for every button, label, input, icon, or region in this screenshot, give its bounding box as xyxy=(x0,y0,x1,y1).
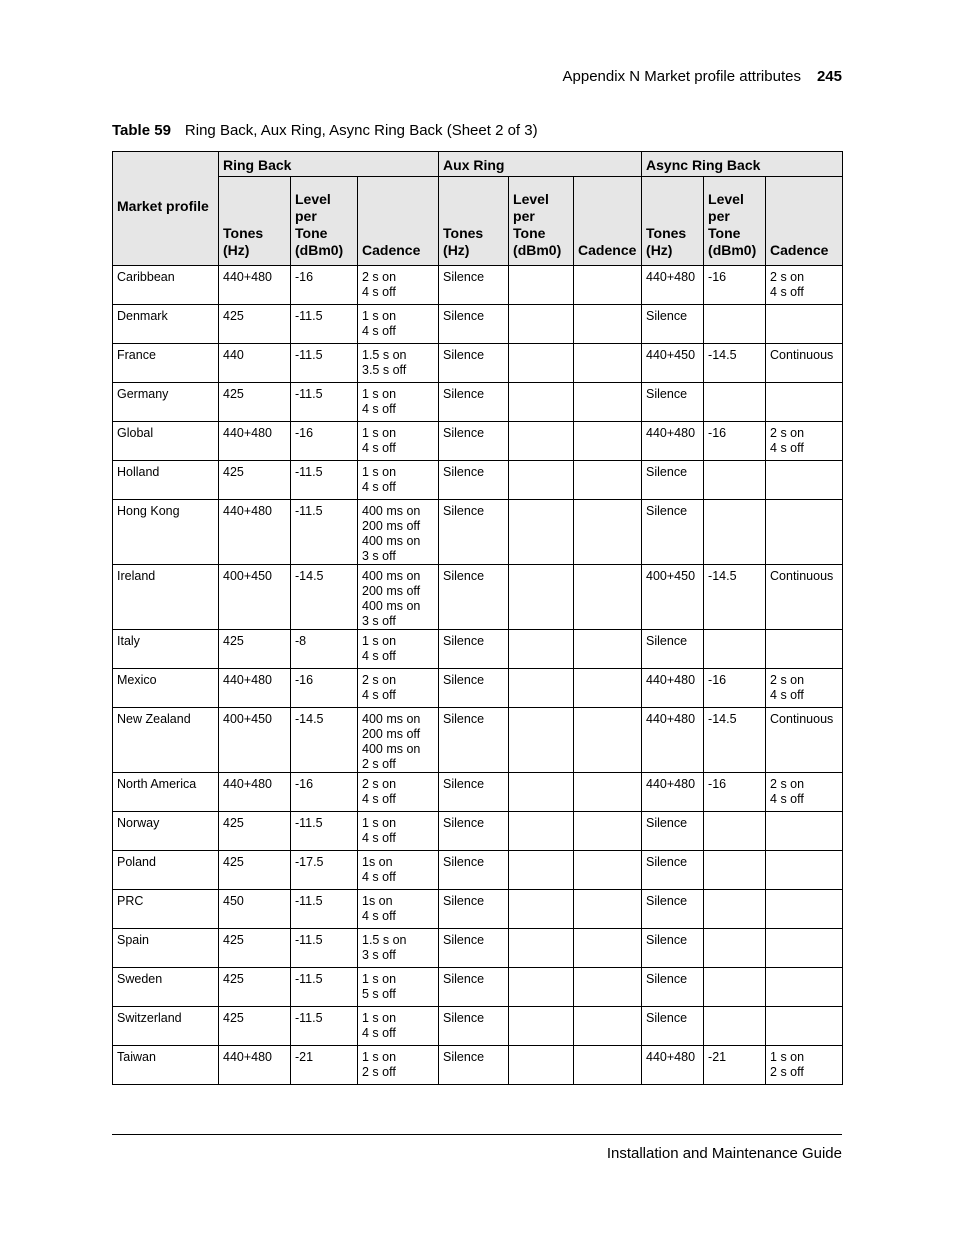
cell-ab-cadence xyxy=(766,565,843,630)
cell-ar-level xyxy=(509,669,574,708)
cell-ar-cadence xyxy=(574,773,642,812)
cell-ab-level xyxy=(704,1007,766,1046)
cell-ar-cadence xyxy=(574,422,642,461)
cell-ar-level xyxy=(509,812,574,851)
cell-ar-cadence xyxy=(574,565,642,630)
cadence-text: Continuous xyxy=(770,348,834,362)
cell-rb-level: -11.5 xyxy=(291,812,358,851)
table-row xyxy=(113,630,843,669)
cadence-text: 1.5 s on 3 s off xyxy=(362,933,407,962)
cell-ab-tones: 440+480 xyxy=(642,266,704,305)
cell-ab-cadence xyxy=(766,266,843,305)
cadence-text: 400 ms on 200 ms off 400 ms on 3 s off xyxy=(362,569,421,628)
cell-ar-tones: Silence xyxy=(439,630,509,669)
cell-ar-cadence xyxy=(574,708,642,773)
cell-rb-tones: 400+450 xyxy=(219,708,291,773)
cell-rb-level: -11.5 xyxy=(291,344,358,383)
cell-market: Caribbean xyxy=(113,266,219,305)
cell-ab-cadence xyxy=(766,1007,843,1046)
cell-rb-cadence xyxy=(358,422,439,461)
header-ab-level: Level per Tone (dBm0) xyxy=(704,177,766,266)
cell-rb-cadence xyxy=(358,630,439,669)
table-row xyxy=(113,383,843,422)
cell-ar-tones: Silence xyxy=(439,851,509,890)
cell-ar-cadence xyxy=(574,929,642,968)
cell-rb-level: -11.5 xyxy=(291,383,358,422)
cadence-text: 1 s on 4 s off xyxy=(362,1011,397,1040)
cadence-text: 400 ms on 200 ms off 400 ms on 2 s off xyxy=(362,712,421,771)
cell-ar-level xyxy=(509,773,574,812)
cadence-text: 1.5 s on 3.5 s off xyxy=(362,348,407,377)
cell-ar-cadence xyxy=(574,383,642,422)
sub-header-row xyxy=(113,177,843,266)
cell-rb-tones: 425 xyxy=(219,812,291,851)
cell-rb-cadence xyxy=(358,708,439,773)
cell-rb-level: -14.5 xyxy=(291,708,358,773)
cell-ar-level xyxy=(509,1046,574,1085)
table-row xyxy=(113,305,843,344)
cell-ar-level xyxy=(509,1007,574,1046)
cell-ab-level xyxy=(704,968,766,1007)
cell-rb-level: -11.5 xyxy=(291,500,358,565)
cell-market: France xyxy=(113,344,219,383)
cell-market: North America xyxy=(113,773,219,812)
table-row xyxy=(113,565,843,630)
cell-market: Sweden xyxy=(113,968,219,1007)
cell-rb-tones: 425 xyxy=(219,1007,291,1046)
cell-ar-cadence xyxy=(574,500,642,565)
table-row xyxy=(113,422,843,461)
cell-market: Switzerland xyxy=(113,1007,219,1046)
cell-market: Norway xyxy=(113,812,219,851)
cell-ar-tones: Silence xyxy=(439,422,509,461)
cell-rb-level: -21 xyxy=(291,1046,358,1085)
cell-ab-cadence xyxy=(766,929,843,968)
table-body xyxy=(113,266,843,1085)
cell-ab-cadence xyxy=(766,773,843,812)
cadence-text: 1 s on 2 s off xyxy=(770,1050,805,1079)
cell-ar-tones: Silence xyxy=(439,305,509,344)
cadence-text: 1 s on 4 s off xyxy=(362,465,397,494)
cadence-text: 2 s on 4 s off xyxy=(362,673,397,702)
table-row xyxy=(113,344,843,383)
cell-market: Hong Kong xyxy=(113,500,219,565)
cell-rb-cadence xyxy=(358,968,439,1007)
cell-ab-level xyxy=(704,929,766,968)
cell-ab-level: -14.5 xyxy=(704,565,766,630)
cell-ab-level: -16 xyxy=(704,669,766,708)
table-row xyxy=(113,1007,843,1046)
table-row xyxy=(113,773,843,812)
cell-ab-cadence xyxy=(766,708,843,773)
cell-ab-tones: 440+450 xyxy=(642,344,704,383)
cell-rb-cadence xyxy=(358,344,439,383)
cell-ar-level xyxy=(509,344,574,383)
table-caption xyxy=(112,122,538,139)
cadence-text: 1 s on 4 s off xyxy=(362,816,397,845)
cell-ab-tones: 440+480 xyxy=(642,669,704,708)
cell-ar-tones: Silence xyxy=(439,383,509,422)
cell-ar-cadence xyxy=(574,812,642,851)
cell-market: Taiwan xyxy=(113,1046,219,1085)
cadence-text: 1 s on 2 s off xyxy=(362,1050,397,1079)
cell-ab-level: -16 xyxy=(704,422,766,461)
header-rb-cadence: Cadence xyxy=(358,177,439,266)
cell-ab-tones: 440+480 xyxy=(642,422,704,461)
cell-rb-level: -17.5 xyxy=(291,851,358,890)
cell-ab-level: -16 xyxy=(704,266,766,305)
table-row xyxy=(113,851,843,890)
cell-ar-cadence xyxy=(574,344,642,383)
cell-rb-tones: 425 xyxy=(219,929,291,968)
header-rb-level: Level per Tone (dBm0) xyxy=(291,177,358,266)
ring-back-table xyxy=(112,151,843,1085)
cell-ab-level xyxy=(704,461,766,500)
cell-rb-level: -11.5 xyxy=(291,305,358,344)
table-row xyxy=(113,500,843,565)
cell-ar-cadence xyxy=(574,461,642,500)
cell-rb-tones: 440+480 xyxy=(219,266,291,305)
cell-rb-level: -16 xyxy=(291,422,358,461)
footer-guide-title: Installation and Maintenance Guide xyxy=(606,1145,842,1162)
cell-ar-level xyxy=(509,929,574,968)
cell-ar-tones: Silence xyxy=(439,669,509,708)
cell-ab-tones: Silence xyxy=(642,383,704,422)
cell-ar-tones: Silence xyxy=(439,812,509,851)
cell-rb-level: -11.5 xyxy=(291,929,358,968)
cell-market: Holland xyxy=(113,461,219,500)
cell-rb-cadence xyxy=(358,929,439,968)
cell-ab-tones: 440+480 xyxy=(642,773,704,812)
cell-ar-tones: Silence xyxy=(439,968,509,1007)
cell-ar-cadence xyxy=(574,968,642,1007)
cell-rb-level: -8 xyxy=(291,630,358,669)
cell-ab-cadence xyxy=(766,1046,843,1085)
cell-ab-cadence xyxy=(766,968,843,1007)
cell-ab-level xyxy=(704,812,766,851)
cell-ab-level xyxy=(704,383,766,422)
cell-rb-tones: 425 xyxy=(219,968,291,1007)
footer-divider xyxy=(112,1134,842,1135)
header-ring-back: Ring Back xyxy=(219,152,439,177)
group-header-row xyxy=(113,152,843,177)
cell-ar-tones: Silence xyxy=(439,500,509,565)
cell-ar-level xyxy=(509,305,574,344)
cell-ab-tones: Silence xyxy=(642,851,704,890)
cell-rb-cadence xyxy=(358,812,439,851)
cell-ab-tones: Silence xyxy=(642,812,704,851)
cell-ab-cadence xyxy=(766,383,843,422)
cell-ar-cadence xyxy=(574,669,642,708)
cadence-text: Continuous xyxy=(770,569,834,583)
cell-market: Germany xyxy=(113,383,219,422)
cell-ar-cadence xyxy=(574,851,642,890)
cell-ar-level xyxy=(509,968,574,1007)
cell-ar-level xyxy=(509,708,574,773)
table-row xyxy=(113,266,843,305)
cell-market: Poland xyxy=(113,851,219,890)
header-section-title: Appendix N Market profile attributes xyxy=(562,68,801,85)
cell-rb-cadence xyxy=(358,500,439,565)
cell-rb-cadence xyxy=(358,383,439,422)
cell-ab-level: -14.5 xyxy=(704,344,766,383)
cell-ar-tones: Silence xyxy=(439,1007,509,1046)
cell-ab-level xyxy=(704,500,766,565)
table-row xyxy=(113,890,843,929)
cadence-text: Continuous xyxy=(770,712,834,726)
header-ar-tones: Tones (Hz) xyxy=(439,177,509,266)
cell-ar-tones: Silence xyxy=(439,929,509,968)
cell-ar-tones: Silence xyxy=(439,266,509,305)
table-row xyxy=(113,461,843,500)
cell-rb-level: -16 xyxy=(291,773,358,812)
cadence-text: 1 s on 4 s off xyxy=(362,387,397,416)
cell-rb-tones: 425 xyxy=(219,630,291,669)
cadence-text: 1 s on 5 s off xyxy=(362,972,397,1001)
cell-rb-tones: 440+480 xyxy=(219,773,291,812)
cell-ab-tones: 440+480 xyxy=(642,708,704,773)
cell-ab-level xyxy=(704,630,766,669)
cadence-text: 1 s on 4 s off xyxy=(362,309,397,338)
cadence-text: 1s on 4 s off xyxy=(362,894,396,923)
cell-ar-level xyxy=(509,266,574,305)
cell-rb-cadence xyxy=(358,266,439,305)
cell-rb-tones: 425 xyxy=(219,461,291,500)
cell-ab-tones: Silence xyxy=(642,929,704,968)
cell-ab-level xyxy=(704,851,766,890)
cell-ab-cadence xyxy=(766,851,843,890)
cadence-text: 2 s on 4 s off xyxy=(770,270,805,299)
cell-market: Italy xyxy=(113,630,219,669)
cadence-text: 2 s on 4 s off xyxy=(362,270,397,299)
cell-ar-cadence xyxy=(574,890,642,929)
table-title: Ring Back, Aux Ring, Async Ring Back (Sheet 2 of 3) xyxy=(184,122,538,139)
cell-ab-cadence xyxy=(766,500,843,565)
cadence-text: 2 s on 4 s off xyxy=(362,777,397,806)
cell-ar-cadence xyxy=(574,1007,642,1046)
cell-ar-level xyxy=(509,461,574,500)
table-row xyxy=(113,708,843,773)
cell-ar-level xyxy=(509,422,574,461)
cell-market: Ireland xyxy=(113,565,219,630)
cell-ab-cadence xyxy=(766,890,843,929)
cell-ar-level xyxy=(509,565,574,630)
cell-rb-tones: 425 xyxy=(219,383,291,422)
cell-ar-level xyxy=(509,851,574,890)
header-market-profile: Market profile xyxy=(113,152,219,266)
cell-rb-level: -16 xyxy=(291,669,358,708)
cell-rb-level: -16 xyxy=(291,266,358,305)
table-row xyxy=(113,812,843,851)
cell-ab-level: -21 xyxy=(704,1046,766,1085)
cell-rb-cadence xyxy=(358,851,439,890)
cell-rb-tones: 425 xyxy=(219,851,291,890)
cell-ar-cadence xyxy=(574,266,642,305)
cell-ab-tones: Silence xyxy=(642,461,704,500)
cell-market: Global xyxy=(113,422,219,461)
table-row xyxy=(113,1046,843,1085)
cell-rb-level: -14.5 xyxy=(291,565,358,630)
cell-ar-tones: Silence xyxy=(439,461,509,500)
cell-rb-tones: 450 xyxy=(219,890,291,929)
cell-ar-level xyxy=(509,500,574,565)
table-label: Table 59 xyxy=(112,122,171,139)
cell-market: New Zealand xyxy=(113,708,219,773)
cell-rb-cadence xyxy=(358,773,439,812)
cell-ab-cadence xyxy=(766,461,843,500)
header-ar-cadence: Cadence xyxy=(574,177,642,266)
cell-ab-tones: Silence xyxy=(642,1007,704,1046)
cell-rb-tones: 440+480 xyxy=(219,422,291,461)
cell-ab-level: -14.5 xyxy=(704,708,766,773)
cell-ar-level xyxy=(509,630,574,669)
table-row xyxy=(113,968,843,1007)
cell-rb-tones: 440 xyxy=(219,344,291,383)
cell-ab-tones: Silence xyxy=(642,630,704,669)
cell-rb-cadence xyxy=(358,1007,439,1046)
cell-ab-level xyxy=(704,890,766,929)
header-ar-level: Level per Tone (dBm0) xyxy=(509,177,574,266)
cadence-text: 1 s on 4 s off xyxy=(362,634,397,663)
cell-ar-tones: Silence xyxy=(439,1046,509,1085)
cell-rb-cadence xyxy=(358,1046,439,1085)
table-row xyxy=(113,669,843,708)
cell-rb-level: -11.5 xyxy=(291,968,358,1007)
cell-ar-cadence xyxy=(574,1046,642,1085)
cell-rb-tones: 440+480 xyxy=(219,669,291,708)
header-rb-tones: Tones (Hz) xyxy=(219,177,291,266)
cell-market: PRC xyxy=(113,890,219,929)
cell-rb-tones: 425 xyxy=(219,305,291,344)
cell-ab-tones: Silence xyxy=(642,890,704,929)
cell-ab-tones: 440+480 xyxy=(642,1046,704,1085)
cell-market: Spain xyxy=(113,929,219,968)
cell-rb-level: -11.5 xyxy=(291,1007,358,1046)
cell-ab-tones: Silence xyxy=(642,968,704,1007)
cell-ar-tones: Silence xyxy=(439,565,509,630)
header-async-ring-back: Async Ring Back xyxy=(642,152,843,177)
header-ab-cadence: Cadence xyxy=(766,177,843,266)
cadence-text: 2 s on 4 s off xyxy=(770,673,805,702)
header-ab-tones: Tones (Hz) xyxy=(642,177,704,266)
cell-ab-tones: Silence xyxy=(642,500,704,565)
cell-ar-tones: Silence xyxy=(439,708,509,773)
cell-ar-cadence xyxy=(574,305,642,344)
cell-market: Mexico xyxy=(113,669,219,708)
cell-rb-cadence xyxy=(358,565,439,630)
cell-rb-level: -11.5 xyxy=(291,890,358,929)
cadence-text: 400 ms on 200 ms off 400 ms on 3 s off xyxy=(362,504,421,563)
cell-ab-cadence xyxy=(766,344,843,383)
cell-ar-tones: Silence xyxy=(439,344,509,383)
cell-ar-level xyxy=(509,890,574,929)
cell-rb-cadence xyxy=(358,669,439,708)
cell-ab-cadence xyxy=(766,305,843,344)
cell-rb-level: -11.5 xyxy=(291,461,358,500)
cell-ab-level: -16 xyxy=(704,773,766,812)
cadence-text: 2 s on 4 s off xyxy=(770,777,805,806)
cell-rb-cadence xyxy=(358,890,439,929)
cell-ab-cadence xyxy=(766,669,843,708)
cell-ab-level xyxy=(704,305,766,344)
cadence-text: 1 s on 4 s off xyxy=(362,426,397,455)
table-row xyxy=(113,929,843,968)
cell-rb-tones: 400+450 xyxy=(219,565,291,630)
cell-ar-tones: Silence xyxy=(439,890,509,929)
cell-ar-tones: Silence xyxy=(439,773,509,812)
cell-ab-cadence xyxy=(766,812,843,851)
cell-ab-cadence xyxy=(766,422,843,461)
cell-ab-tones: 400+450 xyxy=(642,565,704,630)
cell-ab-tones: Silence xyxy=(642,305,704,344)
cell-rb-cadence xyxy=(358,305,439,344)
cell-ar-level xyxy=(509,383,574,422)
cadence-text: 2 s on 4 s off xyxy=(770,426,805,455)
header-aux-ring: Aux Ring xyxy=(439,152,642,177)
cell-rb-cadence xyxy=(358,461,439,500)
cell-rb-tones: 440+480 xyxy=(219,1046,291,1085)
page-number: 245 xyxy=(816,68,842,85)
cell-rb-tones: 440+480 xyxy=(219,500,291,565)
page-header xyxy=(563,68,842,85)
cadence-text: 1s on 4 s off xyxy=(362,855,396,884)
cell-market: Denmark xyxy=(113,305,219,344)
cell-ab-cadence xyxy=(766,630,843,669)
cell-ar-cadence xyxy=(574,630,642,669)
